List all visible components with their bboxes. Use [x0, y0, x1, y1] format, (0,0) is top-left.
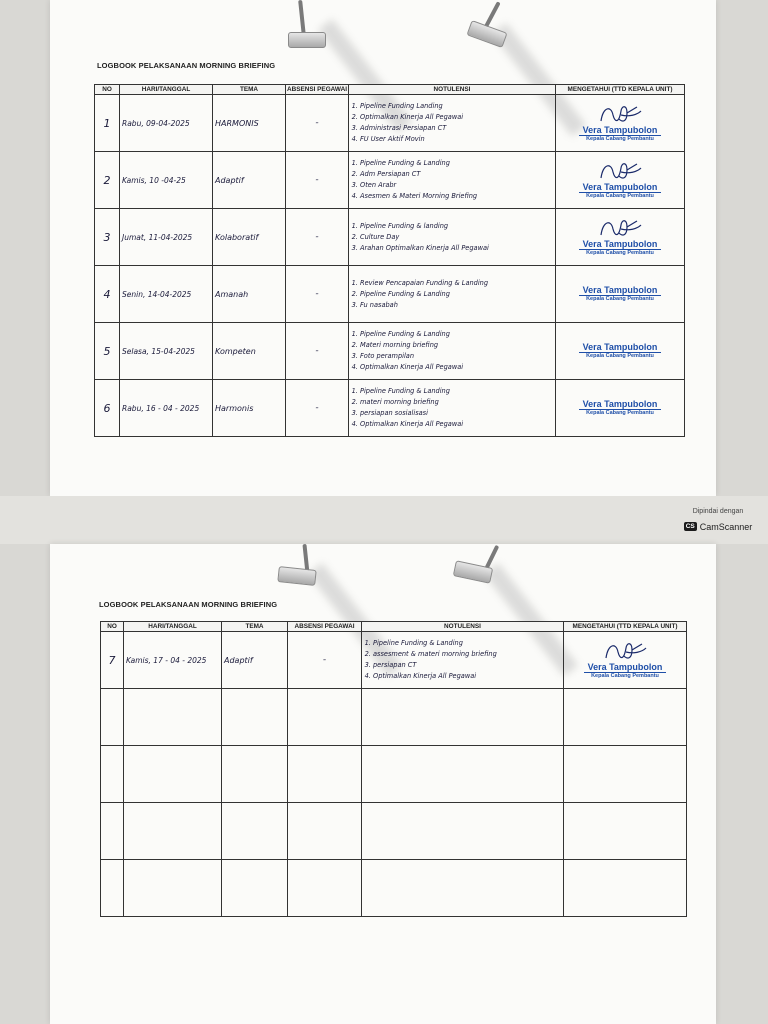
- row-signature: [556, 266, 685, 323]
- notulensi-list: [364, 638, 561, 682]
- notulensi-item: 4. Optimalkan Kinerja All Pegawai: [360, 362, 553, 373]
- empty-cell: [288, 860, 362, 917]
- row-notulensi: [349, 152, 556, 209]
- table-row: [101, 632, 687, 689]
- notulensi-item: 3. Oten Arabr: [360, 180, 553, 191]
- notulensi-item: 1. Pipeline Funding & Landing: [360, 386, 553, 397]
- col-header-notulensi: NOTULENSI: [362, 622, 564, 632]
- signature-name: Vera Tampubolon: [582, 399, 658, 409]
- empty-cell: [124, 746, 222, 803]
- scanned-page-1: [50, 0, 716, 496]
- notulensi-item: 1. Pipeline Funding Landing: [360, 101, 553, 112]
- notulensi-item: 2. Materi morning briefing: [360, 340, 553, 351]
- table-row: [95, 152, 685, 209]
- notulensi-item: 2. materi morning briefing: [360, 397, 553, 408]
- row-tema: Harmonis: [213, 380, 286, 437]
- signature-position: Kepala Cabang Pembantu: [579, 295, 661, 303]
- signature-position: Kepala Cabang Pembantu: [579, 192, 661, 200]
- signature-scribble: [597, 103, 643, 125]
- row-number: 2: [95, 152, 120, 209]
- row-number: 4: [95, 266, 120, 323]
- row-number: 7: [101, 632, 124, 689]
- signature-position: Kepala Cabang Pembantu: [579, 352, 661, 360]
- row-tema: Kompeten: [213, 323, 286, 380]
- empty-cell: [564, 860, 687, 917]
- col-header-no: NO: [101, 622, 124, 632]
- page-gap: [0, 496, 768, 544]
- notulensi-item: 1. Pipeline Funding & Landing: [360, 329, 553, 340]
- row-signature: [556, 209, 685, 266]
- empty-row: [101, 803, 687, 860]
- camscanner-caption: Dipindai dengan: [692, 508, 744, 515]
- col-header-mengetahui: MENGETAHUI (TTD KEPALA UNIT): [564, 622, 687, 632]
- row-date: Selasa, 15-04-2025: [120, 323, 213, 380]
- empty-cell: [222, 803, 288, 860]
- col-header-tema: TEMA: [222, 622, 288, 632]
- empty-cell: [222, 860, 288, 917]
- notulensi-item: 1. Pipeline Funding & Landing: [360, 158, 553, 169]
- empty-cell: [564, 803, 687, 860]
- camscanner-brand: CamScanner: [699, 521, 753, 532]
- row-date: Jumat, 11-04-2025: [120, 209, 213, 266]
- notulensi-item: 2. Adm Persiapan CT: [360, 169, 553, 180]
- notulensi-item: 3. Foto perampilan: [360, 351, 553, 362]
- row-date: Kamis, 17 - 04 - 2025: [124, 632, 222, 689]
- row-signature: [556, 323, 685, 380]
- notulensi-list: [351, 386, 553, 430]
- logbook-table: [94, 84, 685, 437]
- empty-row: [101, 689, 687, 746]
- row-absensi: -: [286, 380, 349, 437]
- row-absensi: -: [288, 632, 362, 689]
- signature-position: Kepala Cabang Pembantu: [584, 672, 666, 680]
- table-row: [95, 209, 685, 266]
- empty-cell: [101, 746, 124, 803]
- empty-cell: [362, 689, 564, 746]
- empty-cell: [124, 803, 222, 860]
- table-row: [95, 380, 685, 437]
- row-signature: [556, 95, 685, 152]
- empty-cell: [564, 746, 687, 803]
- row-number: 6: [95, 380, 120, 437]
- empty-cell: [362, 746, 564, 803]
- row-notulensi: [362, 632, 564, 689]
- empty-cell: [101, 689, 124, 746]
- row-tema: Adaptif: [222, 632, 288, 689]
- col-header-date: HARI/TANGGAL: [120, 85, 213, 95]
- row-number: 5: [95, 323, 120, 380]
- row-tema: Adaptif: [213, 152, 286, 209]
- camscanner-logo: [684, 522, 753, 532]
- signature-name: Vera Tampubolon: [582, 285, 658, 295]
- table-row: [95, 95, 685, 152]
- camscanner-watermark: [680, 508, 756, 533]
- notulensi-item: 3. Administrasi Persiapan CT: [360, 123, 553, 134]
- empty-cell: [124, 860, 222, 917]
- row-tema: Amanah: [213, 266, 286, 323]
- empty-cell: [362, 860, 564, 917]
- row-notulensi: [349, 209, 556, 266]
- notulensi-item: 1. Review Pencapaian Funding & Landing: [360, 278, 553, 289]
- empty-cell: [288, 803, 362, 860]
- row-tema: Kolaboratif: [213, 209, 286, 266]
- logbook-title: LOGBOOK PELAKSANAAN MORNING BRIEFING: [99, 600, 278, 609]
- notulensi-list: [351, 158, 553, 202]
- col-header-no: NO: [95, 85, 120, 95]
- notulensi-item: 3. persiapan sosialisasi: [360, 408, 553, 419]
- row-notulensi: [349, 380, 556, 437]
- notulensi-item: 3. Arahan Optimalkan Kinerja All Pegawai: [360, 243, 553, 254]
- row-absensi: -: [286, 152, 349, 209]
- table-row: [95, 323, 685, 380]
- table-header-row: [101, 622, 687, 632]
- empty-cell: [124, 689, 222, 746]
- empty-row: [101, 860, 687, 917]
- notulensi-item: 1. Pipeline Funding & landing: [360, 221, 553, 232]
- empty-cell: [288, 746, 362, 803]
- notulensi-list: [351, 329, 553, 373]
- notulensi-item: 1. Pipeline Funding & Landing: [373, 638, 561, 649]
- scanned-page-2: [50, 544, 716, 1024]
- table-header-row: [95, 85, 685, 95]
- signature-name: Vera Tampubolon: [582, 182, 658, 192]
- table-row: [95, 266, 685, 323]
- notulensi-item: 2. Pipeline Funding & Landing: [360, 289, 553, 300]
- row-number: 3: [95, 209, 120, 266]
- signature-position: Kepala Cabang Pembantu: [579, 409, 661, 417]
- camscanner-icon: CS: [685, 523, 695, 530]
- signature-name: Vera Tampubolon: [587, 662, 663, 672]
- empty-row: [101, 746, 687, 803]
- col-header-absensi: ABSENSI PEGAWAI: [286, 86, 347, 93]
- row-absensi: -: [286, 323, 349, 380]
- notulensi-item: 2. assesment & materi morning briefing: [373, 649, 561, 660]
- empty-cell: [101, 860, 124, 917]
- signature-scribble: [597, 160, 643, 182]
- notulensi-item: 4. Optimalkan Kinerja All Pegawai: [360, 419, 553, 430]
- notulensi-item: 4. FU User Aktif Movin: [360, 134, 553, 145]
- col-header-absensi: ABSENSI PEGAWAI: [288, 622, 362, 632]
- row-notulensi: [349, 95, 556, 152]
- signature-scribble: [597, 217, 643, 239]
- logbook-table: [100, 621, 687, 917]
- notulensi-item: 3. persiapan CT: [373, 660, 561, 671]
- empty-cell: [362, 803, 564, 860]
- notulensi-list: [351, 101, 553, 145]
- notulensi-item: 3. Fu nasabah: [360, 300, 553, 311]
- row-tema: HARMONIS: [213, 95, 286, 152]
- col-header-mengetahui: MENGETAHUI (TTD KEPALA UNIT): [556, 85, 685, 95]
- notulensi-list: [351, 221, 553, 254]
- row-date: Senin, 14-04-2025: [120, 266, 213, 323]
- row-date: Kamis, 10 -04-25: [120, 152, 213, 209]
- row-absensi: -: [286, 95, 349, 152]
- row-absensi: -: [286, 209, 349, 266]
- row-date: Rabu, 16 - 04 - 2025: [120, 380, 213, 437]
- col-header-date: HARI/TANGGAL: [124, 622, 222, 632]
- signature-name: Vera Tampubolon: [582, 239, 658, 249]
- signature-name: Vera Tampubolon: [582, 125, 658, 135]
- row-date: Rabu, 09-04-2025: [120, 95, 213, 152]
- row-signature: [556, 380, 685, 437]
- notulensi-item: 2. Culture Day: [360, 232, 553, 243]
- row-notulensi: [349, 266, 556, 323]
- signature-position: Kepala Cabang Pembantu: [579, 249, 661, 257]
- notulensi-item: 4. Asesmen & Materi Morning Briefing: [360, 191, 553, 202]
- empty-cell: [564, 689, 687, 746]
- notulensi-item: 4. Optimalkan Kinerja All Pegawai: [373, 671, 561, 682]
- row-number: 1: [95, 95, 120, 152]
- signature-name: Vera Tampubolon: [582, 342, 658, 352]
- empty-cell: [288, 689, 362, 746]
- row-signature: [564, 632, 687, 689]
- empty-cell: [222, 689, 288, 746]
- empty-cell: [222, 746, 288, 803]
- col-header-tema: TEMA: [213, 85, 286, 95]
- row-absensi: -: [286, 266, 349, 323]
- row-signature: [556, 152, 685, 209]
- logbook-title: LOGBOOK PELAKSANAAN MORNING BRIEFING: [97, 61, 276, 70]
- signature-scribble: [602, 640, 648, 662]
- notulensi-list: [351, 278, 553, 311]
- notulensi-item: 2. Optimalkan Kinerja All Pegawai: [360, 112, 553, 123]
- col-header-notulensi: NOTULENSI: [349, 85, 556, 95]
- empty-cell: [101, 803, 124, 860]
- signature-position: Kepala Cabang Pembantu: [579, 135, 661, 143]
- row-notulensi: [349, 323, 556, 380]
